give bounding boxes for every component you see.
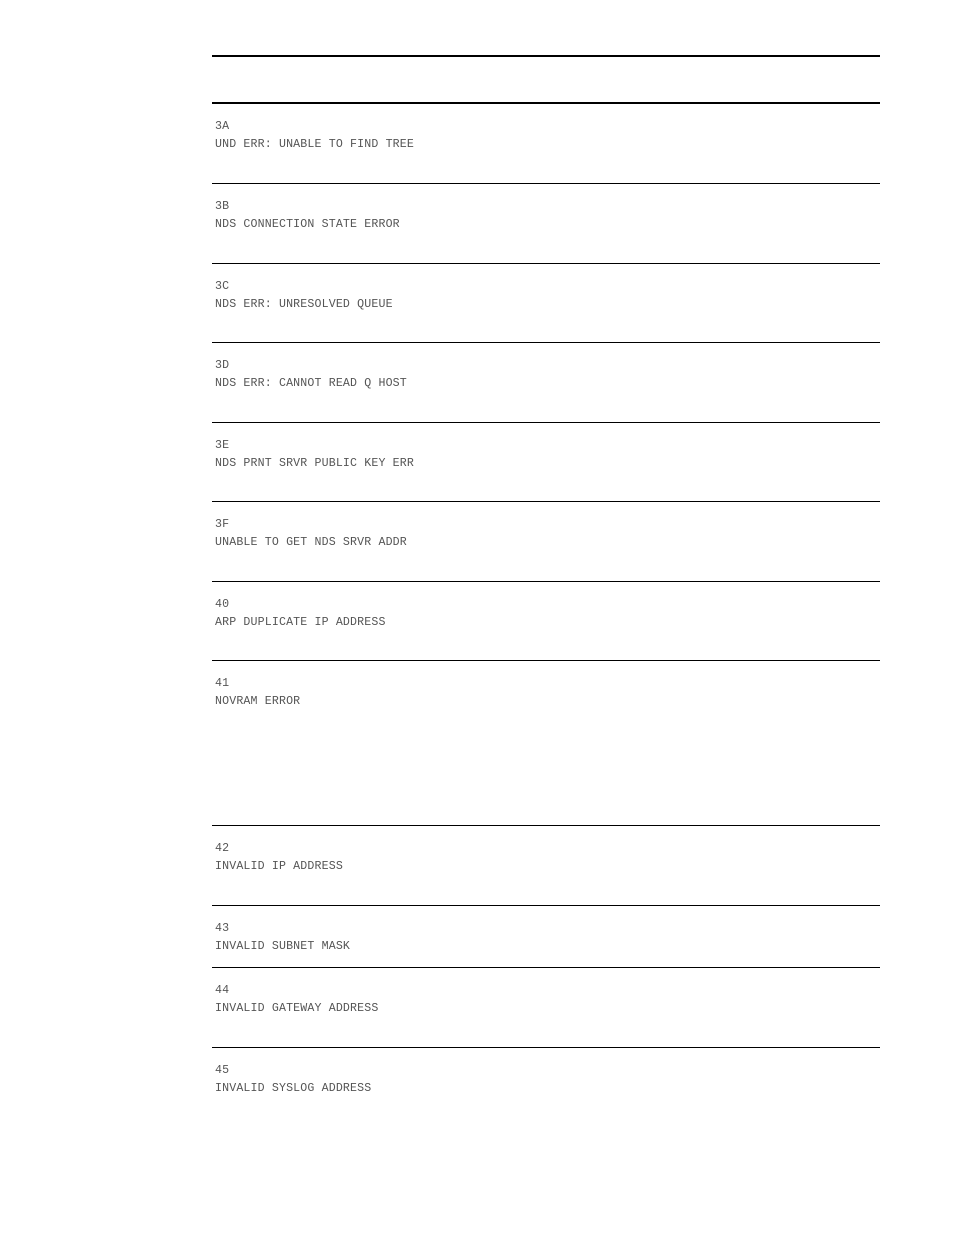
table-row [212,968,880,1048]
error-code: 42 [215,842,230,855]
table-row [212,104,880,184]
error-code: 44 [215,984,230,997]
error-message: ARP DUPLICATE IP ADDRESS [215,615,386,629]
table-header [212,57,880,102]
error-message-table [212,55,880,1128]
table-row [212,906,880,968]
table-row [212,423,880,502]
error-code: 3D [215,359,230,372]
table-row [212,1048,880,1128]
table-row [212,661,880,826]
table-row [212,184,880,264]
error-message: UND ERR: UNABLE TO FIND TREE [215,137,415,151]
error-message: NDS ERR: CANNOT READ Q HOST [215,376,407,390]
error-message: NDS ERR: UNRESOLVED QUEUE [215,297,393,311]
error-message: NDS PRNT SRVR PUBLIC KEY ERR [215,456,415,470]
error-code: 3C [215,280,230,293]
table-row [212,582,880,661]
error-code: 40 [215,598,230,611]
error-code: 3B [215,200,230,213]
table-row [212,343,880,423]
error-message: INVALID GATEWAY ADDRESS [215,1001,379,1015]
error-code: 3E [215,439,230,452]
table-row [212,502,880,582]
error-code: 41 [215,677,230,690]
table-row [212,264,880,343]
error-code: 3A [215,120,230,133]
error-message: UNABLE TO GET NDS SRVR ADDR [215,535,407,549]
error-message: NOVRAM ERROR [215,694,301,708]
error-message: INVALID SUBNET MASK [215,939,351,953]
error-message: NDS CONNECTION STATE ERROR [215,217,400,231]
error-message: INVALID IP ADDRESS [215,859,343,873]
error-code: 45 [215,1064,230,1077]
error-code: 43 [215,922,230,935]
table-row [212,826,880,906]
error-message: INVALID SYSLOG ADDRESS [215,1081,372,1095]
error-code: 3F [215,518,230,531]
